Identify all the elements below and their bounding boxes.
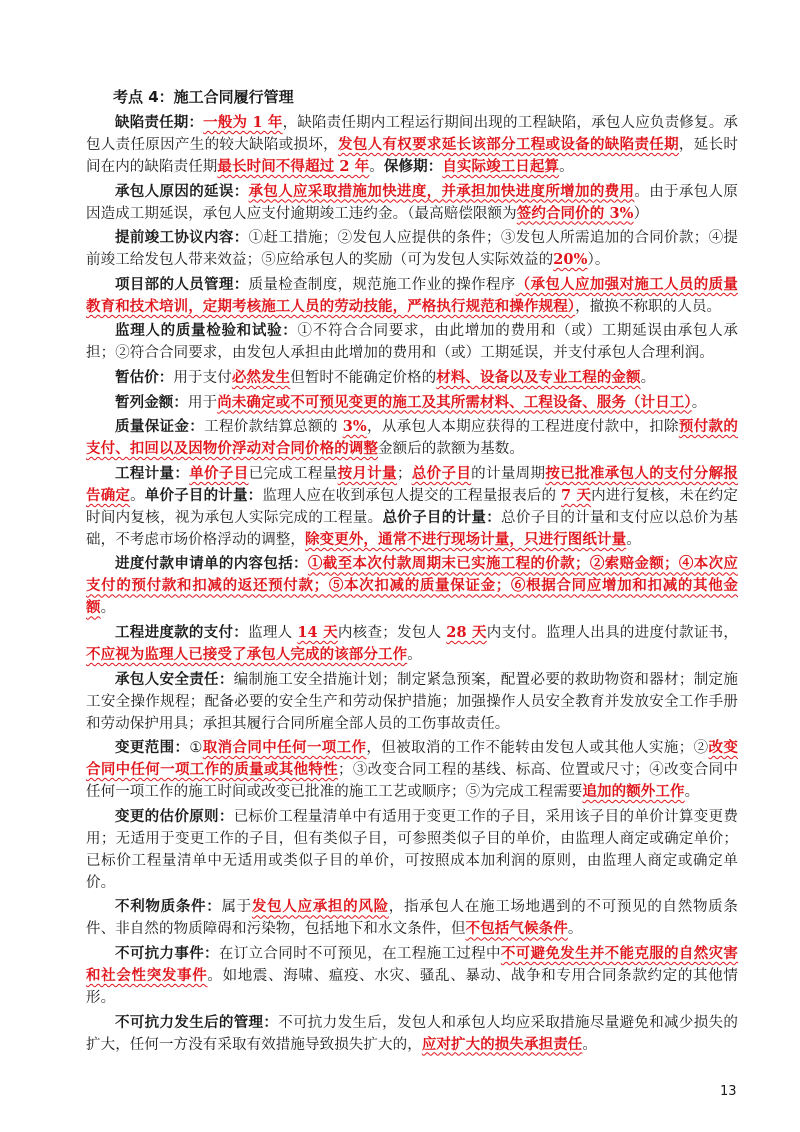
- body-text: 金额后的款额为基数。: [378, 441, 524, 458]
- term-label: 暂估价：: [115, 369, 174, 386]
- body-text: 。: [369, 159, 384, 175]
- highlighted-text: 单价子目: [189, 464, 249, 482]
- highlighted-text: 一般为 1 年: [203, 114, 283, 131]
- term-label: 缺陷责任期：: [115, 115, 204, 131]
- highlighted-text: 应对扩大的损失承担责任: [421, 1035, 583, 1053]
- body-text: 。: [130, 487, 145, 504]
- term-label: 监理人的质量检验和试验：: [115, 323, 298, 340]
- paragraph: [86, 737, 738, 803]
- body-text: 在订立合同时不可预见，在工程施工过程中: [218, 945, 501, 962]
- paragraph: [86, 943, 738, 1009]
- highlighted-text: 除变更外，通常不进行现场计量，只进行图纸计量: [305, 530, 627, 548]
- body-text: 用于: [188, 394, 218, 411]
- highlighted-text: 7 天: [561, 486, 592, 504]
- paragraph: [86, 320, 738, 364]
- body-text: ，缺陷责任期内工程运行期间出现的工程缺陷，承包人应负责修复。承包人责任原因产生的较大缺陷或损坏，: [86, 115, 738, 153]
- paragraph: [86, 112, 738, 178]
- term-label: 暂列金额：: [115, 394, 188, 411]
- body-text: 的计量周期: [471, 465, 546, 482]
- body-text: 不可抗力发生后，发包人和承包人均应采取措施尽量避免和减少损失的扩大，任何一方没有采取有效措施导致损失扩大的，: [86, 1014, 738, 1053]
- term-label: 承包人安全责任：: [115, 671, 234, 688]
- body-text: 属于: [221, 899, 252, 916]
- body-text: 。: [100, 600, 116, 617]
- highlighted-text: 14 天: [297, 623, 338, 641]
- body-text: 编制施工安全措施计划；制定紧急预案，配置必要的救助物资和器材；制定施工安全操作规程；配备必要的安全生产和劳动保护措施；加强操作人员安全教育并发放安全工作手册和劳动保护用具；承担其履行合同所雇全部人员的工伤事故责任。: [86, 671, 738, 732]
- highlighted-text: 最长时间不得超过 2 年: [217, 158, 370, 175]
- body-text: 。: [567, 921, 583, 938]
- highlighted-text: 3%: [342, 418, 367, 436]
- body-text: 但暂时不能确定价格的: [290, 369, 437, 386]
- body-text: ，延长时间在内的缺陷责任期: [86, 137, 738, 175]
- term-label: 不可抗力发生后的管理：: [115, 1014, 279, 1031]
- body-text: 。如地震、海啸、瘟疫、水灾、骚乱、暴动、战争和专用合同条款约定的其他情形。: [86, 967, 738, 1006]
- paragraph: [86, 806, 738, 894]
- term-label: 提前竣工协议内容：: [115, 230, 249, 247]
- highlighted-text: 总价子目: [411, 464, 472, 482]
- term-label: 变更的估价原则：: [115, 808, 234, 825]
- body-text: 。: [407, 646, 422, 663]
- paragraph: [86, 622, 738, 666]
- highlighted-text: ①截至本次付款周期末已实施工程的价款；②索赔金额；④本次应支付的预付款和扣减的返还预付款；⑤本次扣减的质量保证金；⑥根据合同应增加和扣减的其他金额: [86, 555, 738, 617]
- body-text: 内核查；发包人: [337, 624, 447, 641]
- highlighted-text: 发包人应承担的风险: [251, 898, 389, 916]
- term-label: 变更范围：: [115, 740, 190, 757]
- highlighted-text: 承包人应采取措施加快进度，并承担加快进度所增加的费用: [248, 182, 635, 200]
- body-text: ，指承包人在施工场地遇到的不可预见的自然物质条件、非自然的物质障碍和污染物，包括地下和水文条件，但: [86, 899, 738, 938]
- term-label: 工程计量：: [115, 465, 190, 482]
- highlighted-text: 不包括气候条件: [465, 920, 568, 938]
- term-label: 不可抗力事件：: [115, 945, 219, 962]
- highlighted-text: 必然发生: [231, 368, 291, 386]
- body-text: 内支付。监理人出具的进度付款证书，: [486, 624, 738, 641]
- highlighted-text: 改变合同中任何一项工作的质量或其他特性: [86, 739, 738, 779]
- highlighted-text: 按月计量: [337, 464, 397, 482]
- paragraph: [86, 227, 738, 271]
- highlighted-text: 取消合同中任何一项工作: [202, 739, 367, 757]
- body-text: ；: [396, 465, 412, 482]
- body-text: ；③改变合同工程的基线、标高、位置或尺寸；④改变合同中任何一项工作的施工时间或改变已批准的施工工艺或顺序；⑤为完成工程需要: [86, 762, 738, 801]
- body-text: ①: [189, 740, 203, 757]
- body-text: 。: [640, 369, 656, 386]
- highlighted-text: 追加的额外工作: [582, 783, 685, 801]
- body-text: 已标价工程量清单中有适用于变更工作的子目，采用该子目的单价计算变更费用；无适用于变更工作的子目，但有类似子目，可参照类似子目的单价，由监理人商定或确定单价；已标价工程量清单中无适用或类似子目的单价，可按照成本加利润的原则，由监理人商定或确定单价。: [86, 808, 738, 891]
- body-text: 。: [626, 531, 641, 548]
- body-text: ①赶工措施；②发包人应提供的条件；③发包人所需追加的合同价款；④提前竣工给发包人带来效益；⑤应给承包人的奖励（可为发包人实际效益的: [86, 230, 739, 269]
- paragraph: [86, 896, 738, 940]
- highlighted-text: 发包人有权要求延长该部分工程或设备的缺陷责任期: [338, 136, 679, 153]
- paragraph: [86, 367, 738, 389]
- body-text: 已完成工程量: [248, 465, 338, 482]
- highlighted-text: 尚未确定或不可预见变更的施工及其所需材料、工程设备、服务（计日工）: [217, 393, 692, 411]
- paragraph: [86, 181, 738, 225]
- paragraph: [86, 463, 738, 551]
- body-text: ，但被取消的工作不能转由发包人或其他人实施；②: [366, 740, 709, 757]
- highlighted-text: 材料、设备以及专业工程的金额: [436, 368, 641, 386]
- term-label: 承包人原因的延误：: [115, 183, 249, 200]
- body-text: ，撤换不称职的人员。: [575, 298, 722, 315]
- body-text: ，从承包人本期应获得的工程进度付款中，扣除: [366, 419, 679, 436]
- body-text: 。: [684, 784, 700, 801]
- body-text: 质量检查制度，规范施工作业的操作程序: [248, 276, 516, 293]
- paragraph: [86, 416, 738, 460]
- highlighted-text: 预付款的支付、扣回以及因物价浮动对合同价格的调整: [86, 418, 738, 458]
- highlighted-text: 不可避免发生并不能克服的自然灾害和社会性突发事件: [86, 944, 738, 984]
- body-text: ①不符合合同要求，由此增加的费用和（或）工期延误由承包人承担；②符合合同要求，由发包人承担由此增加的费用和（或）工期延误，并支付承包人合理利润。: [86, 323, 739, 362]
- page-number: 13: [720, 1084, 737, 1099]
- paragraph: [86, 274, 738, 318]
- body-text: ）: [633, 205, 649, 222]
- term-label: 项目部的人员管理：: [115, 276, 249, 293]
- highlighted-text: 签约合同价的 3%: [516, 204, 634, 222]
- term-label: 不利物质条件：: [115, 899, 222, 916]
- body-text: 。: [691, 394, 707, 411]
- paragraph: [86, 1012, 738, 1056]
- highlighted-text: 28 天: [446, 623, 487, 641]
- body-text: 工程价款结算总额的: [204, 419, 343, 436]
- body-text: 用于支付: [173, 369, 232, 386]
- paragraph: [86, 392, 738, 414]
- highlighted-text: 不应视为监理人已接受了承包人完成的该部分工作: [86, 645, 408, 663]
- section-title: 考点 4：施工合同履行管理: [113, 88, 294, 106]
- content-body: [86, 112, 738, 1058]
- body-text: 总价子目的计量和支付应以总价为基础，不考虑市场价格浮动的调整，: [86, 509, 738, 548]
- body-text: 。: [559, 159, 574, 175]
- body-text: 内进行复核，未在约定时间内复核，视为承包人实际完成的工程量。: [86, 487, 738, 526]
- highlighted-text: 自实际竣工日起算: [442, 158, 560, 175]
- body-text: 。由于承包人原因造成工期延误，承包人应支付逾期竣工违约金。（最高赔偿限额为: [86, 183, 738, 222]
- term-label: 工程进度款的支付：: [115, 624, 249, 641]
- highlighted-text: 按已批准承包人的支付分解报告确定: [86, 464, 739, 504]
- term-label: 总价子目的计量：: [382, 509, 502, 526]
- term-label: 保修期：: [383, 159, 443, 175]
- highlighted-text: 20%: [553, 251, 588, 269]
- body-text: 监理人应在收到承包人提交的工程量报表后的: [262, 487, 562, 504]
- term-label: 单价子目的计量：: [144, 487, 263, 504]
- body-text: 监理人: [248, 624, 298, 641]
- paragraph: [86, 553, 738, 619]
- paragraph: [86, 669, 738, 735]
- term-label: 进度付款申请单的内容包括：: [115, 556, 308, 573]
- body-text: ）。: [587, 252, 610, 269]
- term-label: 质量保证金：: [115, 419, 205, 436]
- highlighted-text: （承包人应加强对施工人员的质量教育和技术培训，定期考核施工人员的劳动技能，严格执行规范和操作规程）: [86, 275, 738, 315]
- body-text: 。: [582, 1036, 598, 1053]
